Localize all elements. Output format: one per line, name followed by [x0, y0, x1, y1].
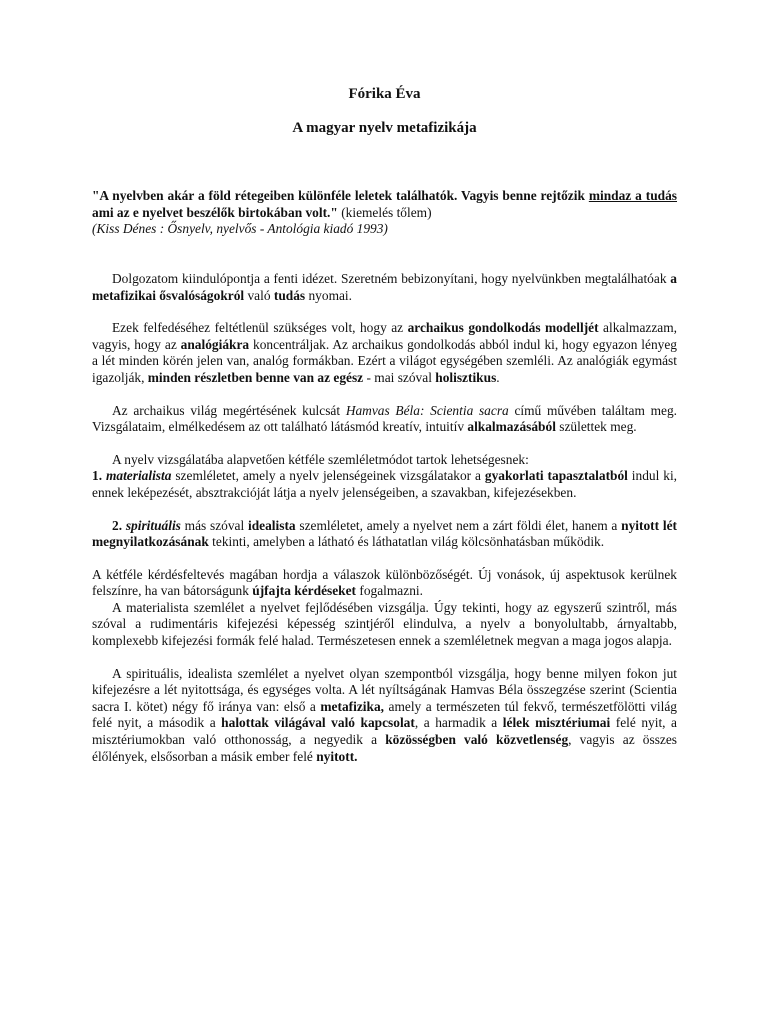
paragraph-5: 2. spirituális más szóval idealista szemléletet, amely a nyelvet nem a zárt földi élet, hanem a nyitott lét megnyilatkozásának tekinti, amelyben a látható és láthatatlan világ kölcsönhatásban működik.	[92, 517, 677, 550]
quote-text-end: ami az e nyelvet beszélők birtokában volt."	[92, 204, 338, 220]
quote-underlined: mindaz a tudás	[588, 188, 678, 204]
paragraph-1: Dolgozatom kiindulópontja a fenti idézet. Szeretném bebizonyítani, hogy nyelvünkben megtalálhatóak a metafizikai ősvalóságokról való tudás nyomai.	[92, 270, 677, 303]
paragraph-3: Az archaikus világ megértésének kulcsát Hamvas Béla: Scientia sacra című művében találtam meg. Vizsgálataim, elmélkedésem az ott található látásmód kreatív, intuitív alkalmazásából születtek meg.	[92, 402, 677, 435]
quote-note: (kiemelés tőlem)	[337, 204, 432, 220]
paragraph-7: A materialista szemlélet a nyelvet fejlődésében vizsgálja. Úgy tekinti, hogy az egyszerű szintről, más szóval a rudimentáris kifejezési képesség szintjéről elindulva, a nyelv a bonyolultabb, árnyaltabb, komplexebb kifejezési formák felé halad. Természetesen ennek a szemléletnek megvan a maga jogos alapja.	[92, 599, 677, 649]
paragraph-2: Ezek felfedéséhez feltétlenül szükséges volt, hogy az archaikus gondolkodás modelljét alkalmazzam, vagyis, hogy az analógiákra koncentráljak. Az archaikus gondolkodás abból indul ki, hogy egyazon lényeg a lét minden körén jelen van, analóg formákban. Ezért a világot egységében szemléli. Az analógiák egymást igazolják, minden részletben benne van az egész - mai szóval holisztikus.	[92, 320, 677, 385]
document-title: A magyar nyelv metafizikája	[292, 119, 477, 136]
opening-quote	[92, 188, 677, 238]
quote-text: "A nyelvben akár a föld rétegeiben különféle leletek találhatók. Vagyis benne rejtőzik	[92, 188, 589, 204]
author-name: Fórika Éva	[348, 86, 421, 102]
quote-source: (Kiss Dénes : Ősnyelv, nyelvős - Antológia kiadó 1993)	[92, 221, 388, 237]
paragraph-8: A spirituális, idealista szemlélet a nyelvet olyan szempontból vizsgálja, hogy benne milyen fokon jut kifejezésre a lét nyitottsága, és egységes volta. A lét nyíltságának Hamvas Béla összegzése szerint (Scientia sacra I. kötet) négy fő iránya van: első a metafizika, amely a természeten túl fekvő, természetfölötti világ felé nyit, a második a halottak világával való kapcsolat, a harmadik a lélek misztériumai felé nyit, a misztériumokban való otthonosság, a negyedik a közösségben való közvetlenség, vagyis az összes élőlények, elsősorban a másik ember felé nyitott.	[92, 665, 678, 764]
document-body	[92, 86, 677, 765]
paragraph-4: A nyelv vizsgálatába alapvetően kétféle szemléletmódot tartok lehetségesnek: 1. materialista szemléletet, amely a nyelv jelenségeinek vizsgálatakor a gyakorlati tapasztalatból indul ki, ennek leképezését, absztrakcióját látja a nyelv jelenségeiben, a szavakban, kifejezésekben.	[92, 451, 678, 500]
paragraph-6: A kétféle kérdésfeltevés magában hordja a válaszok különbözőségét. Új vonások, új aspektusok kerülnek felszínre, ha van bátorságunk újfajta kérdéseket fogalmazni.	[92, 566, 677, 599]
